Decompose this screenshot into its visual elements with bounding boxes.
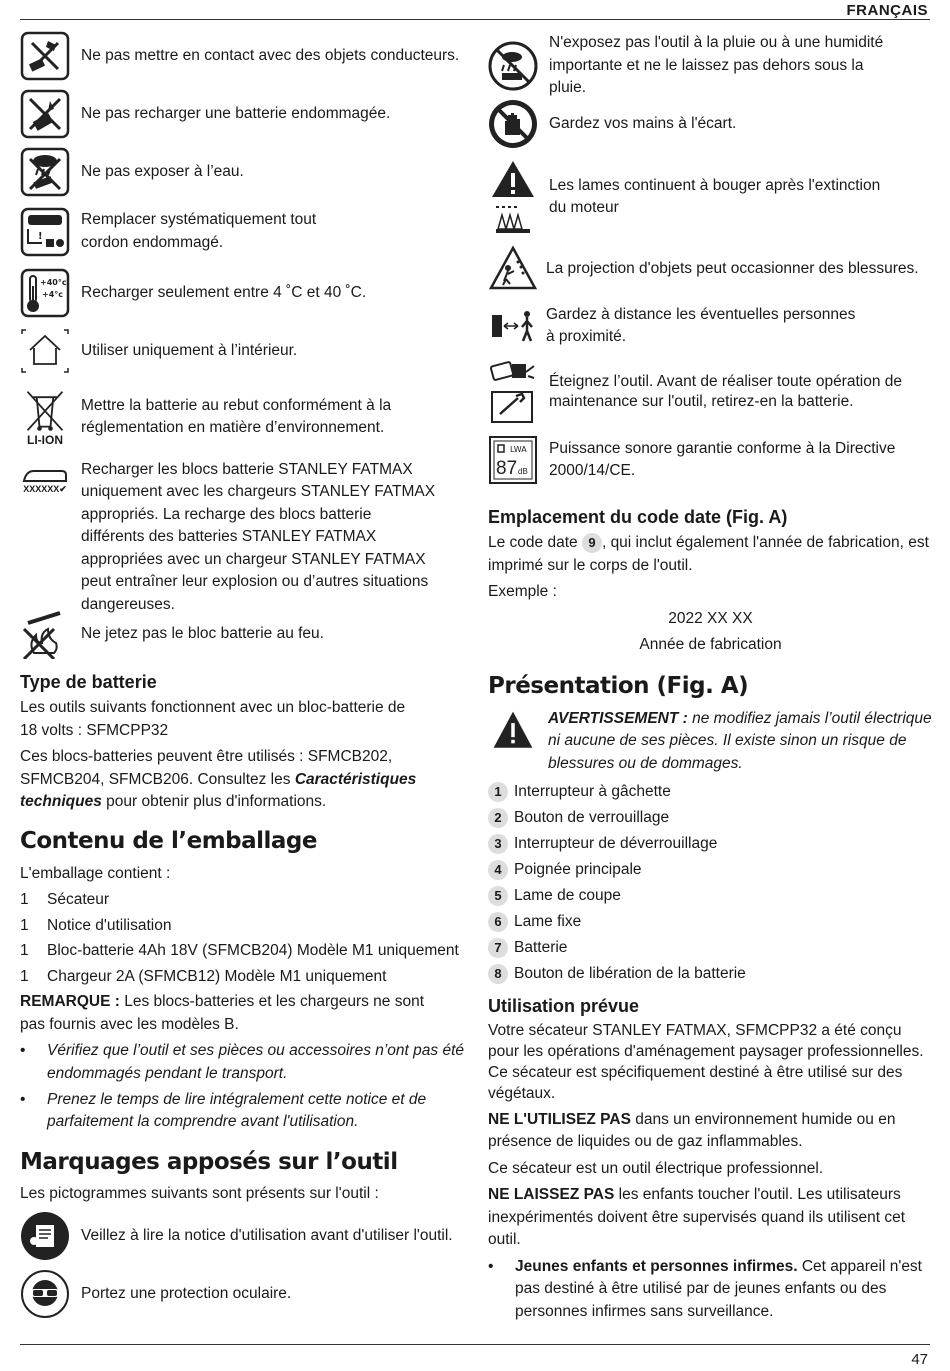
usage-bullet-body: Cet appareil n'est pas destiné à être utilisé par de jeunes enfants ou des personnes infirmes sans surveillance. bbox=[515, 1257, 922, 1320]
part-item bbox=[488, 935, 933, 961]
bullet-text: Prenez le temps de lire intégralement cette notice et de parfaitement la comprendre avant l'utilisation. bbox=[47, 1091, 427, 1131]
battery-text: pour obtenir plus d'informations. bbox=[101, 792, 327, 810]
warning-body: ne modifiez jamais l’outil électrique ni aucune de ses pièces. Il existe sinon un risque de blessures ou de dommages. bbox=[548, 709, 932, 772]
example-label: Exemple : bbox=[488, 583, 557, 601]
icon-text: Ne pas exposer à l’eau. bbox=[81, 162, 244, 180]
part-number: 8 bbox=[488, 964, 508, 984]
warning-icon bbox=[488, 708, 538, 754]
part-number: 1 bbox=[488, 782, 508, 802]
icon-row bbox=[488, 156, 933, 238]
date-code-paragraph bbox=[488, 532, 933, 577]
warning-label: AVERTISSEMENT : bbox=[548, 709, 688, 727]
icon-row bbox=[488, 358, 933, 426]
qty: 1 bbox=[20, 916, 29, 934]
intended-use-heading: Utilisation prévue bbox=[488, 996, 640, 1017]
part-number: 2 bbox=[488, 808, 508, 828]
remark-label: REMARQUE : bbox=[20, 993, 120, 1011]
maintenance-icon bbox=[488, 358, 538, 426]
icon-text: Veillez à lire la notice d'utilisation avant d'utiliser l'outil. bbox=[81, 1226, 453, 1244]
icon-text: Recharger les blocs batterie STANLEY FATMAX uniquement avec les chargeurs STANLEY FATMAX appropriés. La recharge des blocs batterie différents des batteries STANLEY FATMAX appropriées avec un chargeur STANLEY FATMAX peut entraîner leur explosion ou d’autres situations dangereuses. bbox=[81, 461, 436, 613]
li-ion-label: LI-ION bbox=[27, 433, 63, 447]
usage-bullet-bold: Jeunes enfants et personnes infirmes. bbox=[515, 1257, 798, 1275]
part-item bbox=[488, 779, 933, 805]
part-name: Interrupteur à gâchette bbox=[514, 782, 671, 800]
lwa-label: LWA bbox=[510, 445, 527, 454]
example-caption: Année de fabrication bbox=[639, 635, 782, 653]
no-fire-icon bbox=[20, 609, 70, 659]
icon-row bbox=[20, 88, 465, 140]
part-item bbox=[488, 805, 933, 831]
part-item bbox=[488, 831, 933, 857]
blades-moving-icon bbox=[488, 157, 538, 237]
bottom-rule bbox=[20, 1344, 930, 1345]
item-text: Chargeur 2A (SFMCB12) Modèle M1 uniquement bbox=[47, 967, 387, 985]
package-intro: L'emballage contient : bbox=[20, 864, 171, 882]
usage-paragraph bbox=[488, 1184, 933, 1251]
icon-row bbox=[488, 432, 933, 488]
no-water-icon bbox=[20, 147, 70, 197]
sound-power-icon bbox=[488, 435, 538, 485]
date-code-text: , qui inclut également l'année de fabrication, est imprimé sur le corps de l'outil. bbox=[488, 534, 929, 574]
battery-type-heading: Type de batterie bbox=[20, 672, 157, 692]
icon-text: Puissance sonore garantie conforme à la Directive 2000/14/CE. bbox=[549, 439, 896, 479]
part-number: 5 bbox=[488, 886, 508, 906]
parts-list bbox=[488, 779, 933, 987]
temp-high-label: +40°c bbox=[40, 278, 67, 287]
list-item bbox=[20, 889, 465, 911]
list-item bbox=[20, 966, 465, 988]
item-text: Notice d'utilisation bbox=[47, 916, 172, 934]
sound-unit: dB bbox=[518, 467, 528, 476]
part-item bbox=[488, 961, 933, 987]
usage-paragraph bbox=[488, 1109, 933, 1154]
qty: 1 bbox=[20, 967, 29, 985]
callout-badge: 9 bbox=[582, 533, 602, 553]
battery-text: Ces blocs-batteries peuvent être utilisés : SFMCB202, SFMCB204, SFMCB206. Consultez les bbox=[20, 748, 393, 788]
date-code-text: Le code date bbox=[488, 534, 582, 552]
item-text: Bloc-batterie 4Ah 18V (SFMCB204) Modèle M1 uniquement bbox=[47, 942, 459, 960]
part-name: Interrupteur de déverrouillage bbox=[514, 834, 718, 852]
usage-bold: NE L'UTILISEZ PAS bbox=[488, 1110, 631, 1128]
remark-text: Les blocs-batteries et les chargeurs ne sont pas fournis avec les modèles B. bbox=[20, 993, 425, 1033]
part-item bbox=[488, 909, 933, 935]
icon-text: N'exposez pas l'outil à la pluie ou à une humidité importante et ne le laissez pas dehors sous la pluie. bbox=[549, 34, 884, 97]
icon-text: Les lames continuent à bouger après l'extinction du moteur bbox=[549, 176, 881, 216]
icon-row bbox=[488, 34, 933, 97]
usage-text: dans un environnement humide ou en présence de liquides ou de gaz inflammables. bbox=[488, 1110, 896, 1151]
markings-intro: Les pictogrammes suivants sont présents sur l'outil : bbox=[20, 1185, 379, 1203]
icon-text: Ne pas mettre en contact avec des objets conducteurs. bbox=[81, 46, 460, 64]
right-column bbox=[488, 34, 933, 1323]
part-number: 4 bbox=[488, 860, 508, 880]
markings-heading: Marquages apposés sur l’outil bbox=[20, 1148, 398, 1175]
icon-text: Mettre la batterie au rebut conformément à la réglementation en matière d’environnement. bbox=[81, 396, 392, 436]
svg-text:!: ! bbox=[38, 230, 43, 242]
usage-paragraph: Votre sécateur STANLEY FATMAX, SFMCPP32 a été conçu pour les opérations d'aménagement paysager professionnelles. Ce sécateur est spécifiquement destiné à être utilisé sur des végétaux. bbox=[488, 1022, 924, 1103]
icon-row bbox=[20, 327, 465, 375]
conductive-objects-icon bbox=[20, 31, 70, 81]
usage-paragraph: Ce sécateur est un outil électrique professionnel. bbox=[488, 1159, 824, 1177]
icon-row bbox=[20, 30, 465, 82]
date-code-heading: Emplacement du code date (Fig. A) bbox=[488, 507, 788, 527]
part-name: Bouton de libération de la batterie bbox=[514, 964, 746, 982]
part-number: 6 bbox=[488, 912, 508, 932]
battery-paragraph: Les outils suivants fonctionnent avec un bloc-batterie de 18 volts : SFMCPP32 bbox=[20, 699, 406, 739]
icon-row bbox=[488, 98, 933, 150]
icon-row bbox=[20, 265, 465, 321]
icon-text: Gardez vos mains à l'écart. bbox=[549, 114, 737, 132]
bystanders-distance-icon bbox=[488, 301, 538, 351]
presentation-heading: Présentation (Fig. A) bbox=[488, 673, 749, 700]
icon-text: Éteignez l’outil. Avant de réaliser toute opération de maintenance sur l'outil, retirez-en la batterie. bbox=[549, 372, 903, 410]
qty: 1 bbox=[20, 891, 29, 909]
part-name: Batterie bbox=[514, 938, 568, 956]
part-name: Bouton de verrouillage bbox=[514, 808, 670, 826]
usage-bullet: • Jeunes enfants et personnes infirmes. Cet appareil n'est pas destiné à être utilisé par de jeunes enfants ou des personnes infirmes sans surveillance. bbox=[488, 1256, 933, 1323]
bullet-item: • Vérifiez que l’outil et ses pièces ou accessoires n’ont pas été endommagés pendant le transport. bbox=[20, 1040, 465, 1085]
icon-row bbox=[20, 146, 465, 198]
list-item bbox=[20, 915, 465, 937]
icon-row bbox=[20, 1210, 465, 1262]
icon-text: Ne jetez pas le bloc batterie au feu. bbox=[81, 624, 324, 642]
part-name: Lame de coupe bbox=[514, 886, 621, 904]
part-name: Lame fixe bbox=[514, 912, 582, 930]
list-item bbox=[20, 940, 465, 962]
part-item bbox=[488, 883, 933, 909]
hands-away-icon bbox=[488, 99, 538, 149]
recycle-bin-icon bbox=[20, 383, 70, 451]
icon-text: La projection d'objets peut occasionner des blessures. bbox=[546, 259, 919, 277]
warning-text bbox=[548, 708, 933, 775]
read-manual-icon bbox=[20, 1211, 70, 1261]
icon-row bbox=[20, 459, 465, 613]
icon-text: Recharger seulement entre 4 ˚C et 40 ˚C. bbox=[81, 283, 367, 301]
part-item bbox=[488, 857, 933, 883]
sound-value: 87 bbox=[496, 458, 518, 479]
damaged-cord-icon bbox=[20, 207, 70, 257]
indoor-house-icon bbox=[20, 326, 70, 376]
no-rain-icon bbox=[488, 41, 538, 91]
temp-low-label: +4°c bbox=[42, 290, 64, 299]
bullet-text: Vérifiez que l’outil et ses pièces ou accessoires n’ont pas été endommagés pendant le transport. bbox=[47, 1042, 465, 1082]
icon-row bbox=[488, 300, 933, 352]
temperature-icon bbox=[20, 268, 70, 318]
damaged-battery-icon bbox=[20, 89, 70, 139]
remark bbox=[20, 991, 440, 1036]
icon-text: Utiliser uniquement à l’intérieur. bbox=[81, 341, 298, 359]
bullet-item: • Prenez le temps de lire intégralement cette notice et de parfaitement la comprendre avant l'utilisation. bbox=[20, 1089, 465, 1134]
usage-bullet-text bbox=[515, 1256, 933, 1323]
icon-text: Gardez à distance les éventuelles personnes à proximité. bbox=[546, 305, 856, 345]
part-name: Poignée principale bbox=[514, 860, 642, 878]
charger-label: XXXXXX✔ bbox=[23, 483, 67, 494]
icon-row bbox=[20, 381, 465, 453]
page-number: 47 bbox=[911, 1351, 928, 1368]
icon-row bbox=[20, 204, 465, 259]
top-rule bbox=[20, 19, 930, 20]
warning-block bbox=[488, 708, 933, 779]
usage-text: les enfants toucher l'outil. Les utilisateurs inexpérimentés doivent être supervisés quand ils utilisent cet outil. bbox=[488, 1186, 906, 1249]
icon-row bbox=[488, 244, 933, 294]
part-number: 3 bbox=[488, 834, 508, 854]
icon-text: Ne pas recharger une batterie endommagée. bbox=[81, 104, 391, 122]
left-column bbox=[20, 30, 465, 1326]
language-label: FRANÇAIS bbox=[846, 2, 928, 19]
icon-text: Remplacer systématiquement tout cordon endommagé. bbox=[81, 211, 317, 251]
specs-link-text: Caractéristiques techniques bbox=[20, 770, 417, 810]
item-text: Sécateur bbox=[47, 891, 110, 909]
package-heading: Contenu de l’emballage bbox=[20, 828, 317, 855]
usage-bold: NE LAISSEZ PAS bbox=[488, 1186, 615, 1204]
charger-icon bbox=[20, 459, 70, 499]
thrown-objects-icon bbox=[488, 244, 538, 294]
qty: 1 bbox=[20, 942, 29, 960]
part-number: 7 bbox=[488, 938, 508, 958]
eye-protection-icon bbox=[20, 1269, 70, 1319]
icon-row bbox=[20, 1268, 465, 1320]
battery-paragraph bbox=[20, 746, 465, 813]
icon-text: Portez une protection oculaire. bbox=[81, 1284, 292, 1302]
example-code: 2022 XX XX bbox=[668, 609, 753, 627]
